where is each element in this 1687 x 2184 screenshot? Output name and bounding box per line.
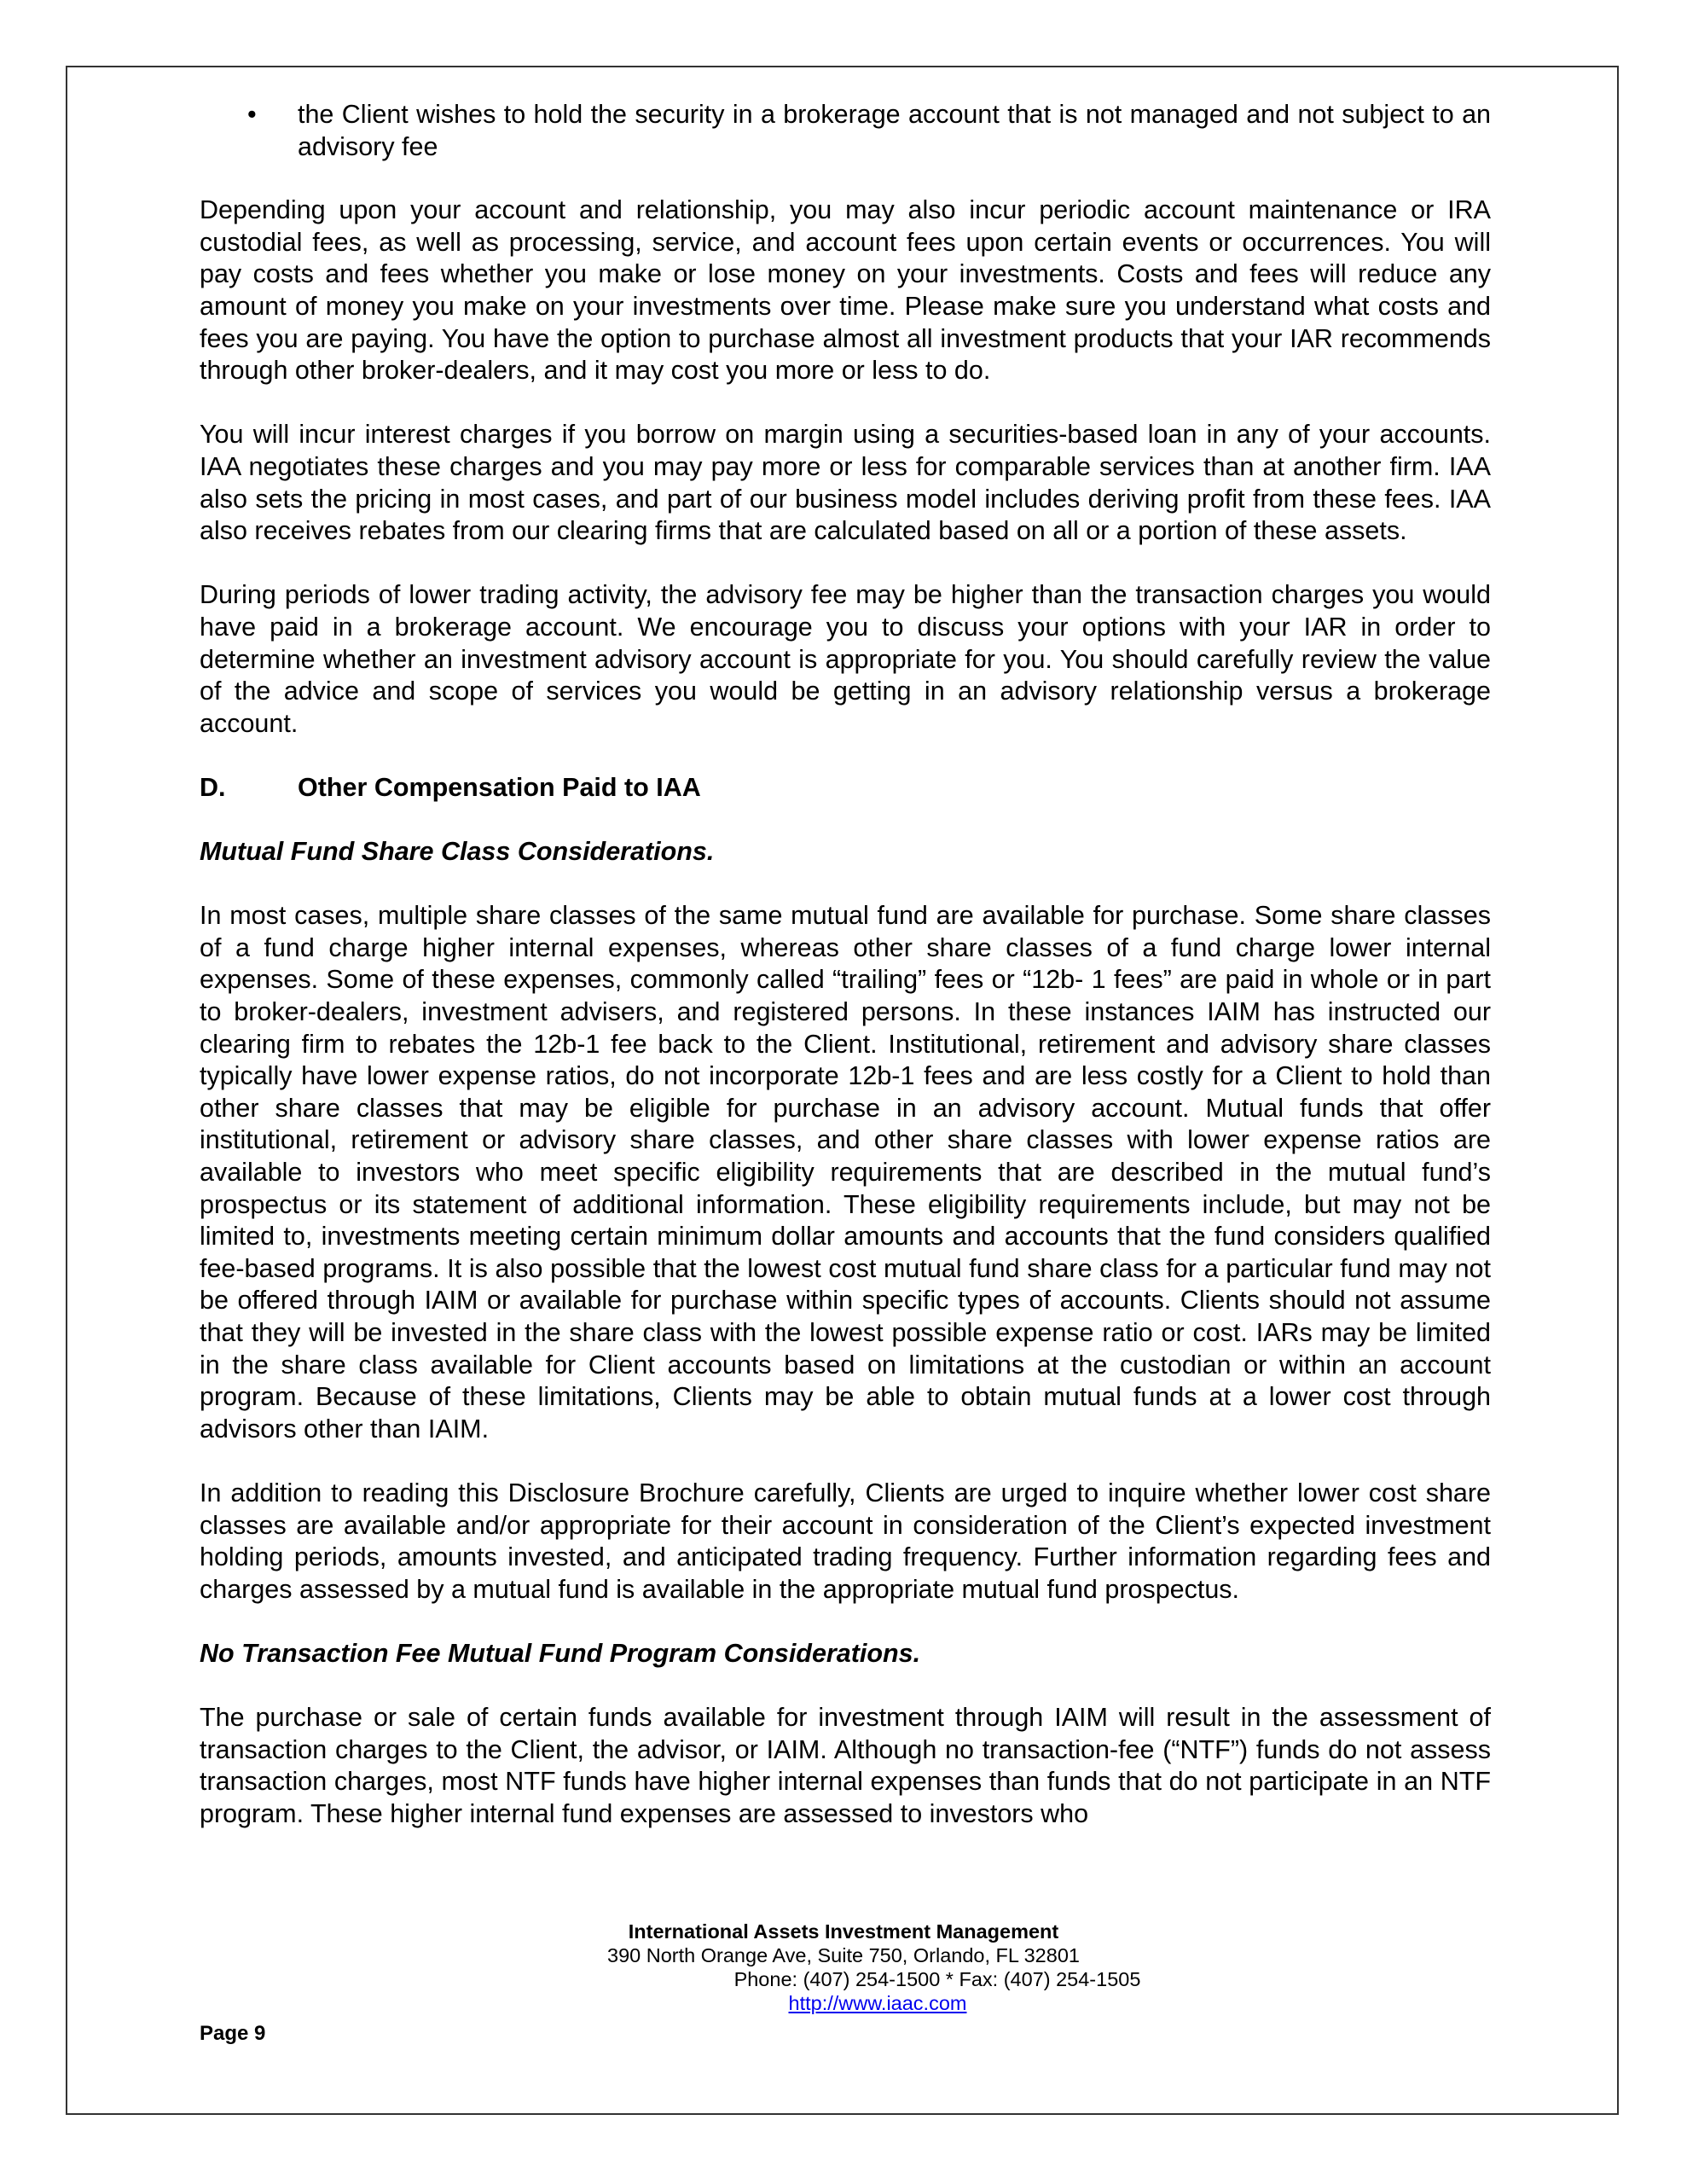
section-heading: [200, 772, 1491, 804]
paragraph-margin: You will incur interest charges if you borrow on margin using a securities-based loan in any of your accounts. IAA negotiates these charges and you may pay more or less for comparable services than at another firm. IAA also sets the pricing in most cases, and part of our business model includes deriving profit from these fees. IAA also receives rebates from our clearing firms that are calculated based on all or a portion of these assets.: [200, 420, 1491, 546]
footer-company: International Assets Investment Management: [628, 1920, 1059, 1943]
footer-address: 390 North Orange Ave, Suite 750, Orlando, FL 32801: [607, 1944, 1080, 1966]
page-footer: [0, 1920, 1687, 2015]
section-title: Other Compensation Paid to IAA: [298, 772, 701, 802]
section-letter: D.: [200, 772, 226, 802]
paragraph-fees: Depending upon your account and relationship, you may also incur periodic account maintenance or IRA custodial fees, as well as processing, service, and account fees upon certain events or occurrences. You will pay costs and fees whether you make or lose money on your investments. Costs and fees will reduce any amount of money you make on your investments over time. Please make sure you understand what costs and fees you are paying. You have the option to purchase almost all investment products that your IAR recommends through other broker-dealers, and it may cost you more or less to do.: [200, 195, 1491, 386]
paragraph-trading: During periods of lower trading activity, the advisory fee may be higher than the transaction charges you would have paid in a brokerage account. We encourage you to discuss your options with your IAR in order to determine whether an investment advisory account is appropriate for you. You should carefully review the value of the advice and scope of services you would be getting in an advisory relationship versus a brokerage account.: [200, 580, 1491, 738]
bullet-icon: •: [247, 100, 257, 129]
paragraph-share-classes: In most cases, multiple share classes of the same mutual fund are available for purchase. Some share classes of a fund charge higher internal expenses, whereas other share classes of a fund charge lower internal expenses. Some of these expenses, commonly called “trailing” fees or “12b- 1 fees” are paid in whole or in part to broker-dealers, investment advisers, and registered persons. In these instances IAIM has instructed our clearing firm to rebates the 12b-1 fee back to the Client. Institutional, retirement and advisory share classes typically have lower expense ratios, do not incorporate 12b-1 fees and are less costly for a Client to hold than other share classes that may be eligible for purchase in an advisory account. Mutual funds that offer institutional, retirement or advisory share classes, and other share classes with lower expense ratios are available to investors who meet specific eligibility requirements that are described in the mutual fund’s prospectus or its statement of additional information. These eligibility requirements include, but may not be limited to, investments meeting certain minimum dollar amounts and accounts that the fund considers qualified fee-based programs. It is also possible that the lowest cost mutual fund share class for a particular fund may not be offered through IAIM or available for purchase within specific types of accounts. Clients should not assume that they will be invested in the share class with the lowest possible expense ratio or cost. IARs may be limited in the share class available for Client accounts based on limitations at the custodian or within an account program. Because of these limitations, Clients may be able to obtain mutual funds at a lower cost through advisors other than IAIM.: [200, 901, 1491, 1443]
paragraph-ntf: The purchase or sale of certain funds available for investment through IAIM will result in the assessment of transaction charges to the Client, the advisor, or IAIM. Although no transaction-fee (“NTF”) funds do not assess transaction charges, most NTF funds have higher internal expenses than funds that do not participate in an NTF program. These higher internal fund expenses are assessed to investors who: [200, 1703, 1491, 1828]
document-body: [200, 99, 1491, 1830]
page-number: Page 9: [200, 2022, 266, 2045]
footer-link[interactable]: http://www.iaac.com: [788, 1992, 967, 2014]
paragraph-inquire: In addition to reading this Disclosure Brochure carefully, Clients are urged to inquire whether lower cost share classes are available and/or appropriate for their account in consideration of the Client’s expected investment holding periods, amounts invested, and anticipated trading frequency. Further information regarding fees and charges assessed by a mutual fund is available in the appropriate mutual fund prospectus.: [200, 1478, 1491, 1604]
footer-phone: Phone: (407) 254-1500 * Fax: (407) 254-1505: [733, 1968, 1141, 1990]
subheading-ntf: No Transaction Fee Mutual Fund Program Considerations.: [200, 1638, 921, 1668]
subheading-share-class: Mutual Fund Share Class Considerations.: [200, 837, 715, 867]
bullet-text: the Client wishes to hold the security in a brokerage account that is not managed and not subject to an advisory fee: [298, 100, 1491, 161]
bullet-item: [200, 99, 1491, 163]
